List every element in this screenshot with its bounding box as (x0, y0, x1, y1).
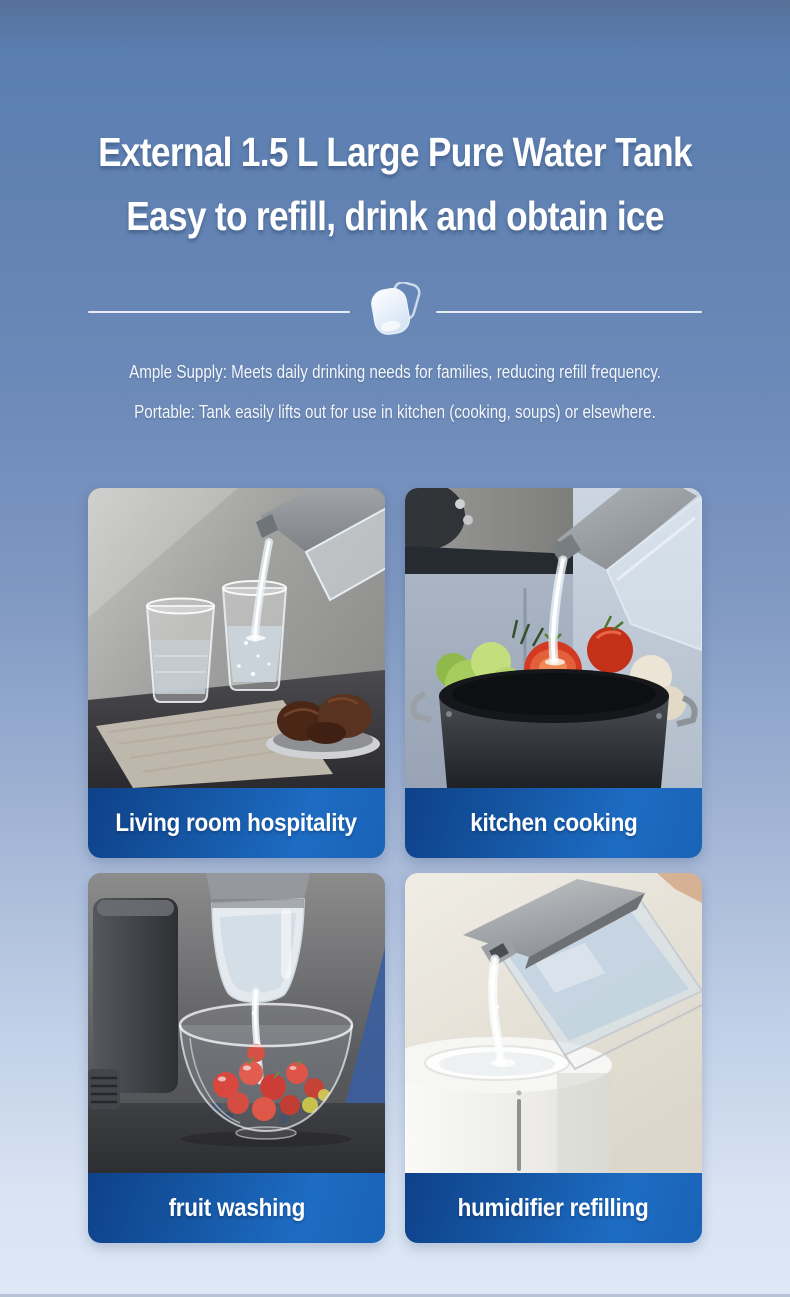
top-edge-strip (0, 0, 790, 4)
water-tank-icon-graphic (354, 282, 432, 342)
photo-living-room (88, 488, 385, 788)
header (0, 0, 790, 248)
photo-fruit-washing (88, 873, 385, 1173)
humidifier-body (405, 1037, 612, 1173)
water-dispenser-machine (88, 898, 178, 1109)
caption-text: humidifier refilling (458, 1193, 649, 1222)
humidifier-illustration (405, 873, 702, 1173)
photo-humidifier (405, 873, 702, 1173)
scene-card-living-room (88, 488, 385, 858)
photo-kitchen (405, 488, 702, 788)
caption-text: kitchen cooking (469, 808, 638, 837)
scene-card-humidifier (405, 873, 702, 1243)
living-room-illustration (88, 488, 385, 788)
feature-list (0, 352, 790, 432)
divider-line-left (88, 311, 350, 313)
caption-text: fruit washing (168, 1193, 305, 1222)
fruit-washing-illustration (88, 873, 385, 1173)
scene-card-fruit-washing (88, 873, 385, 1243)
cooking-pot (413, 669, 694, 788)
page-title-line2: Easy to refill, drink and obtain ice (126, 193, 664, 239)
caption-text: Living room hospitality (115, 808, 358, 837)
feature-line-portable: Portable: Tank easily lifts out for use in kitchen (cooking, soups) or elsewhere. (134, 401, 656, 422)
page-title-line1: External 1.5 L Large Pure Water Tank (98, 129, 692, 175)
scene-card-grid (88, 488, 702, 1243)
scene-card-kitchen (405, 488, 702, 858)
water-glass-left (147, 599, 214, 703)
caption-bar-fruit-washing (88, 1173, 385, 1243)
divider-line-right (436, 311, 702, 313)
kitchen-illustration (405, 488, 702, 788)
caption-bar-living-room (88, 788, 385, 858)
feature-line-supply: Ample Supply: Meets daily drinking needs for families, reducing refill frequency. (129, 361, 661, 382)
caption-bar-kitchen (405, 788, 702, 858)
caption-bar-humidifier (405, 1173, 702, 1243)
water-tank-icon (350, 282, 436, 342)
divider (88, 284, 702, 340)
